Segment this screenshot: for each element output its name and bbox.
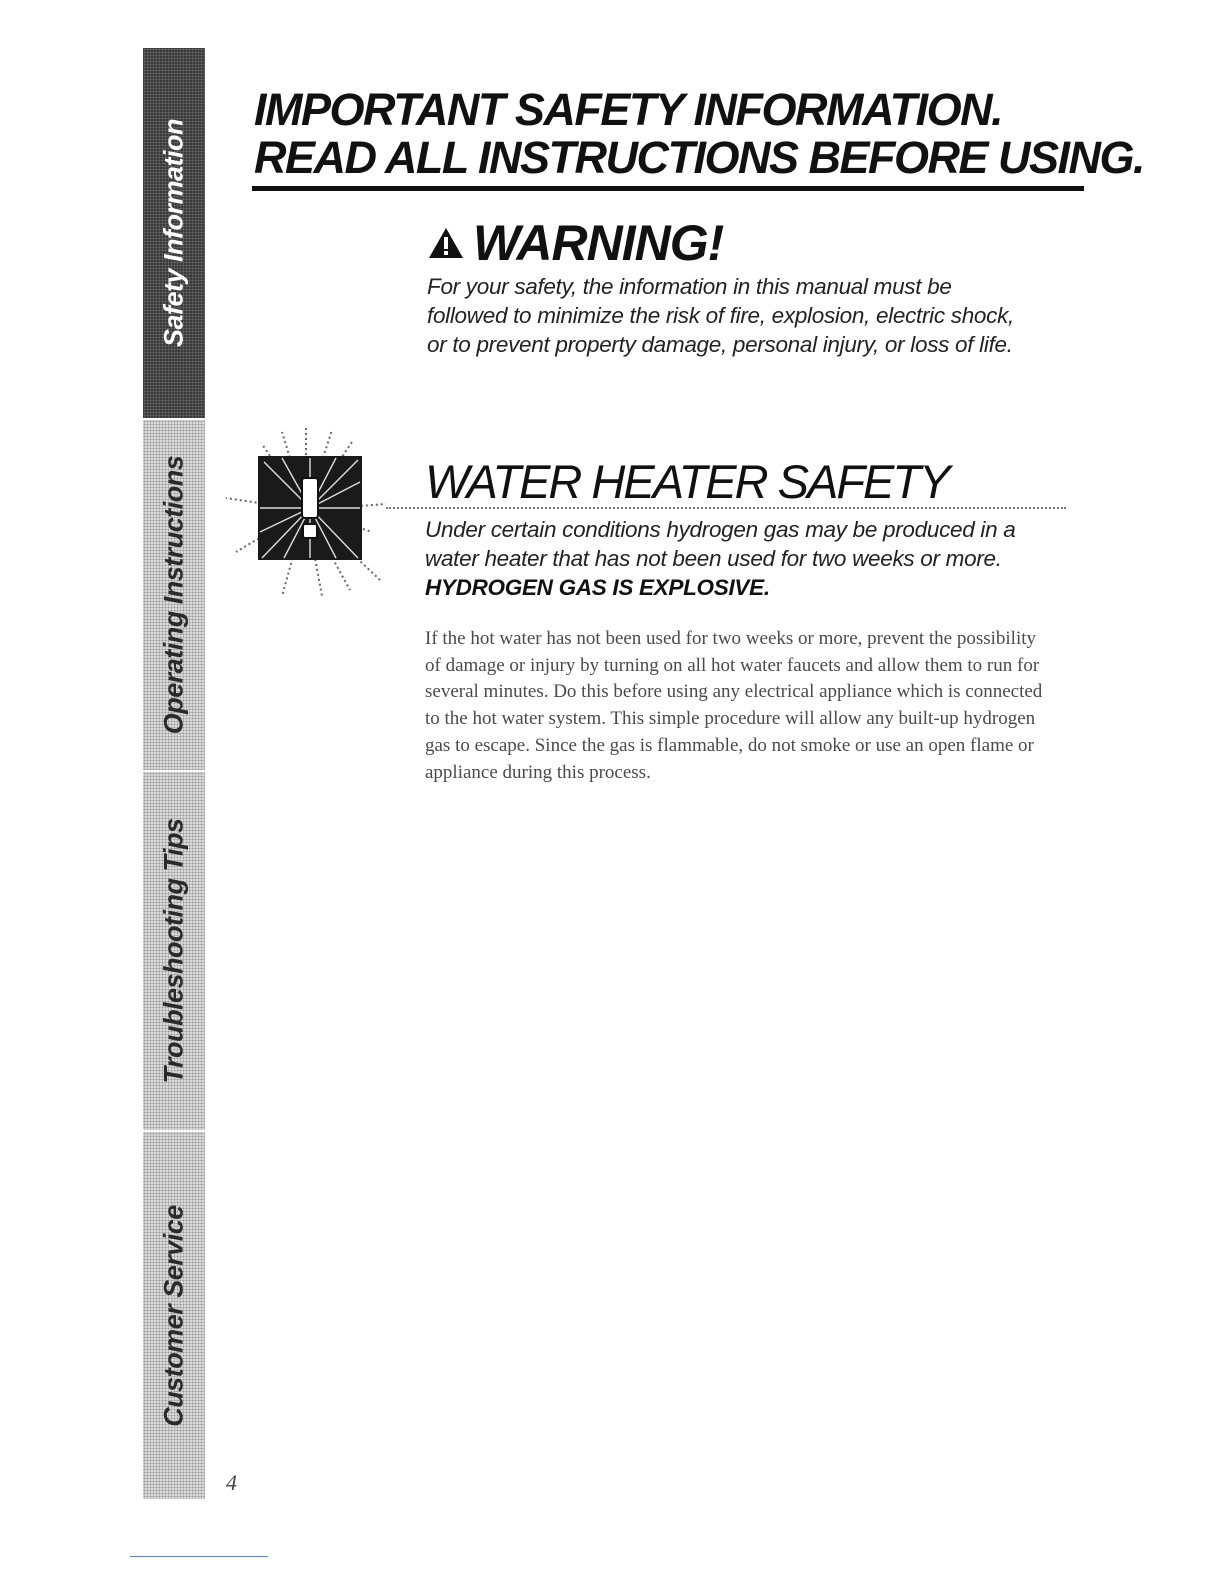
section-lead-bold: HYDROGEN GAS IS EXPLOSIVE. [425,575,770,600]
link-underline [130,1556,268,1557]
page-title [254,86,1144,182]
title-line-1: IMPORTANT SAFETY INFORMATION. [254,84,1003,135]
tab-label: Safety Information [158,118,189,348]
page-number: 4 [226,1470,237,1495]
tab-label: Operating Instructions [158,455,189,735]
title-divider [252,186,1084,191]
tab-troubleshooting-tips[interactable] [143,772,205,1132]
title-line-2: READ ALL INSTRUCTIONS BEFORE USING. [254,132,1145,183]
section-lead [425,515,1065,602]
section-body: If the hot water has not been used for two weeks or more, prevent the possibility of damage or injury by turning on all hot water faucets and allow them to run for several minutes. Do this before using any electrical appliance which is connected to the hot water system. This simple procedure will allow any built-up hydrogen gas to escape. Since the gas is flammable, do not smoke or use an open flame or appliance during this process. [425,628,1043,783]
tab-customer-service[interactable] [143,1132,205,1501]
exclamation-burst-icon [222,420,390,600]
sidebar-tabs [143,48,205,1501]
section-title: WATER HEATER SAFETY [425,455,949,508]
tab-label: Troubleshooting Tips [158,818,189,1084]
warning-title: WARNING! [473,215,724,271]
tab-safety-information[interactable] [143,48,205,420]
warning-heading [427,214,723,272]
section-divider [386,507,1066,509]
warning-triangle-icon [427,226,465,260]
tab-label: Customer Service [158,1204,189,1427]
warning-text: For your safety, the information in this manual must be followed to minimize the risk of fire, explosion, electric shock, or to prevent property damage, personal injury, or loss of life. [427,274,1014,357]
tab-operating-instructions[interactable] [143,420,205,772]
section-lead-text: Under certain conditions hydrogen gas may be produced in a water heater that has not been used for two weeks or more. [425,517,1016,571]
